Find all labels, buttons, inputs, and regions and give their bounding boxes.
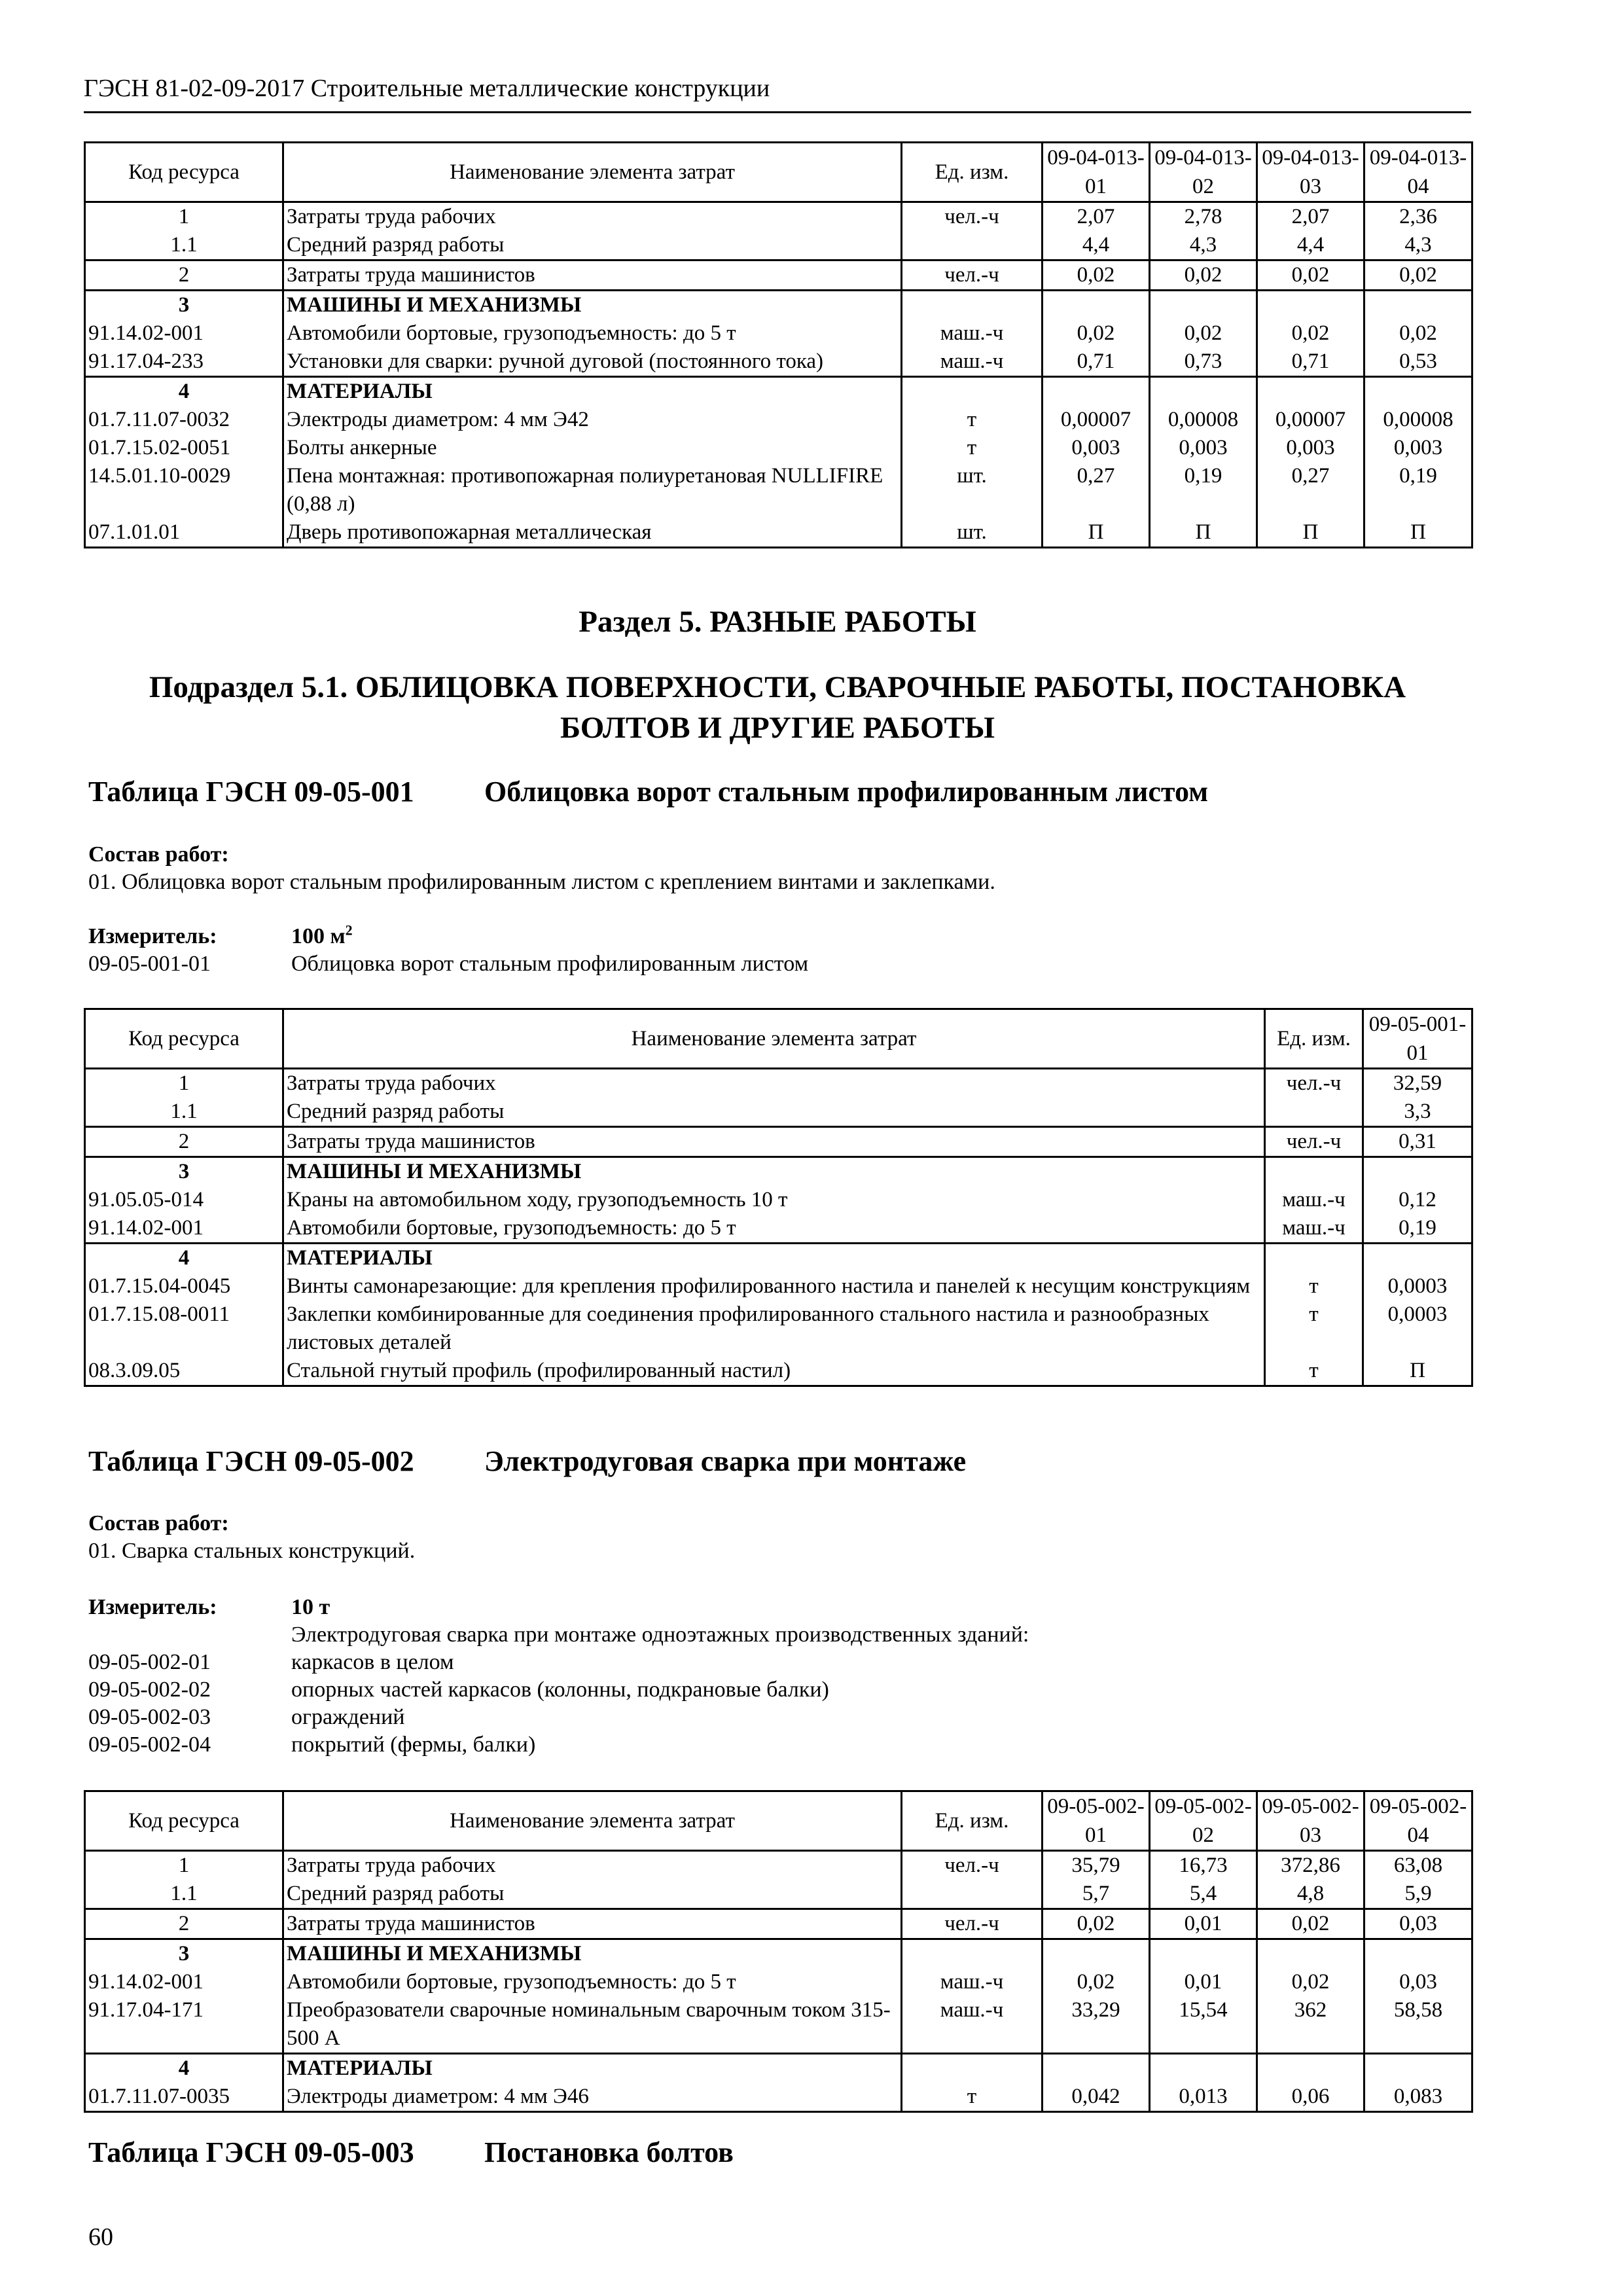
meter-label: Измеритель: — [88, 924, 217, 948]
norm-code: 09-05-002-02 — [88, 1677, 211, 1702]
table-row — [85, 1186, 1472, 1214]
page-number: 60 — [88, 2223, 113, 2251]
table-code: Таблица ГЭСН 09-05-001 — [88, 776, 414, 808]
resource-value: 0,53 — [1364, 348, 1472, 377]
resource-value: 0,03 — [1364, 1968, 1472, 1996]
resource-value: 0,02 — [1150, 319, 1257, 348]
table-row — [85, 1127, 1472, 1157]
resource-code: 2 — [85, 260, 283, 291]
resource-code: 01.7.15.02-0051 — [85, 434, 283, 462]
group-heading-row — [85, 1244, 1472, 1273]
table-title: Электродуговая сварка при монтаже — [484, 1445, 967, 1477]
col-header-code: Код ресурса — [85, 1009, 283, 1069]
composition-label: Состав работ: — [88, 842, 229, 867]
resource-value: 58,58 — [1364, 1996, 1472, 2054]
col-header-value: 09-04-013-01 — [1043, 143, 1150, 202]
group-heading: МАТЕРИАЛЫ — [283, 2054, 902, 2083]
table-heading — [88, 2135, 734, 2170]
resource-value: 3,3 — [1363, 1098, 1472, 1127]
resource-value: 0,003 — [1364, 434, 1472, 462]
resource-unit: т — [1265, 1272, 1363, 1300]
resource-value: 35,79 — [1043, 1851, 1150, 1880]
resource-unit — [902, 1880, 1043, 1909]
resource-unit: маш.-ч — [902, 319, 1043, 348]
resource-value: 0,00008 — [1364, 406, 1472, 434]
resource-unit: чел.-ч — [902, 1851, 1043, 1880]
resource-code: 01.7.11.07-0035 — [85, 2083, 283, 2112]
table-title: Постановка болтов — [484, 2136, 734, 2168]
resource-code: 91.17.04-171 — [85, 1996, 283, 2054]
resource-value: 0,02 — [1257, 1909, 1364, 1939]
resource-table-09-04-013 — [84, 141, 1473, 548]
resource-unit: маш.-ч — [1265, 1186, 1363, 1214]
resource-value: 0,73 — [1150, 348, 1257, 377]
resource-code: 3 — [85, 1157, 283, 1187]
resource-value: 0,042 — [1043, 2083, 1150, 2112]
group-heading-row — [85, 291, 1472, 320]
resource-value: 0,00007 — [1043, 406, 1150, 434]
norm-intro — [88, 1621, 1029, 1649]
resource-value: 0,003 — [1257, 434, 1364, 462]
table-row — [85, 1968, 1472, 1996]
meter-value: 100 м — [291, 924, 346, 948]
resource-value: 0,00007 — [1257, 406, 1364, 434]
col-header-unit: Ед. изм. — [1265, 1009, 1363, 1069]
resource-unit: маш.-ч — [902, 1968, 1043, 1996]
resource-code: 2 — [85, 1909, 283, 1939]
resource-code: 2 — [85, 1127, 283, 1157]
resource-value: 0,01 — [1150, 1909, 1257, 1939]
composition-label: Состав работ: — [88, 1511, 229, 1535]
norm-code: 09-05-002-04 — [88, 1732, 211, 1757]
group-heading-row — [85, 1157, 1472, 1187]
resource-value: 0,02 — [1043, 319, 1150, 348]
resource-value: 372,86 — [1257, 1851, 1364, 1880]
resource-name: Дверь противопожарная металлическая — [283, 518, 902, 548]
resource-value: 0,31 — [1363, 1127, 1472, 1157]
group-heading-row — [85, 377, 1472, 406]
resource-code: 14.5.01.10-0029 — [85, 462, 283, 518]
table-row — [85, 434, 1472, 462]
norm-code: 09-05-002-03 — [88, 1705, 211, 1729]
resource-name: Установки для сварки: ручной дуговой (постоянного тока) — [283, 348, 902, 377]
norm-description: опорных частей каркасов (колонны, подкрановые балки) — [291, 1677, 829, 1702]
meter-line — [88, 1594, 330, 1621]
resource-code: 08.3.09.05 — [85, 1357, 283, 1386]
col-header-value: 09-05-002-03 — [1257, 1791, 1364, 1851]
col-header-unit: Ед. изм. — [902, 1791, 1043, 1851]
resource-name: Средний разряд работы — [283, 1098, 1265, 1127]
resource-name: Краны на автомобильном ходу, грузоподъемность 10 т — [283, 1186, 1265, 1214]
table-row — [85, 1098, 1472, 1127]
norm-item — [88, 1676, 829, 1704]
resource-name: Затраты труда машинистов — [283, 1127, 1265, 1157]
resource-value: 0,02 — [1150, 260, 1257, 291]
resource-value: 0,003 — [1043, 434, 1150, 462]
resource-unit: т — [1265, 1357, 1363, 1386]
group-heading: МАТЕРИАЛЫ — [283, 1244, 1265, 1273]
resource-code: 4 — [85, 1244, 283, 1273]
resource-name: Средний разряд работы — [283, 1880, 902, 1909]
resource-value: 4,3 — [1364, 231, 1472, 260]
table-row — [85, 1880, 1472, 1909]
norm-item — [88, 1649, 454, 1676]
table-heading — [88, 1444, 966, 1479]
resource-value: 0,0003 — [1363, 1272, 1472, 1300]
meter-superscript: 2 — [345, 922, 353, 939]
norm-item — [88, 1704, 405, 1731]
table-code: Таблица ГЭСН 09-05-002 — [88, 1445, 414, 1477]
table-row — [85, 348, 1472, 377]
resource-code: 91.14.02-001 — [85, 1214, 283, 1244]
resource-name: Затраты труда рабочих — [283, 202, 902, 232]
resource-code: 3 — [85, 291, 283, 320]
norm-code: 09-05-002-01 — [88, 1650, 211, 1674]
resource-unit: чел.-ч — [902, 260, 1043, 291]
resource-code: 07.1.01.01 — [85, 518, 283, 548]
resource-value: 2,07 — [1043, 202, 1150, 232]
resource-value: 0,12 — [1363, 1186, 1472, 1214]
resource-unit: маш.-ч — [1265, 1214, 1363, 1244]
col-header-value: 09-04-013-02 — [1150, 143, 1257, 202]
resource-name: Болты анкерные — [283, 434, 902, 462]
resource-value: 15,54 — [1150, 1996, 1257, 2054]
table-row — [85, 406, 1472, 434]
resource-unit: т — [902, 434, 1043, 462]
resource-name: Автомобили бортовые, грузоподъемность: до 5 т — [283, 319, 902, 348]
col-header-unit: Ед. изм. — [902, 143, 1043, 202]
resource-name: Автомобили бортовые, грузоподъемность: до 5 т — [283, 1214, 1265, 1244]
norm-description: покрытий (фермы, балки) — [291, 1732, 536, 1757]
resource-value: 2,36 — [1364, 202, 1472, 232]
resource-unit: чел.-ч — [1265, 1127, 1363, 1157]
resource-code: 01.7.15.08-0011 — [85, 1300, 283, 1357]
table-row — [85, 1357, 1472, 1386]
subsection-title-line-2: БОЛТОВ И ДРУГИЕ РАБОТЫ — [560, 711, 995, 745]
table-row — [85, 1069, 1472, 1098]
resource-name: Затраты труда машинистов — [283, 1909, 902, 1939]
resource-value: П — [1363, 1357, 1472, 1386]
col-header-code: Код ресурса — [85, 1791, 283, 1851]
resource-table-09-05-002 — [84, 1790, 1473, 2113]
resource-code: 1 — [85, 1069, 283, 1098]
resource-code: 91.14.02-001 — [85, 319, 283, 348]
resource-name: Электроды диаметром: 4 мм Э46 — [283, 2083, 902, 2112]
table-row — [85, 1272, 1472, 1300]
resource-value: 0,02 — [1364, 260, 1472, 291]
resource-value: 0,02 — [1043, 1968, 1150, 1996]
resource-value: 0,02 — [1257, 319, 1364, 348]
resource-value: 5,7 — [1043, 1880, 1150, 1909]
resource-name: Электроды диаметром: 4 мм Э42 — [283, 406, 902, 434]
table-row — [85, 260, 1472, 291]
col-header-value: 09-05-001-01 — [1363, 1009, 1472, 1069]
table-code: Таблица ГЭСН 09-05-003 — [88, 2136, 414, 2168]
resource-value: 0,03 — [1364, 1909, 1472, 1939]
meter-line — [88, 923, 353, 950]
resource-value: 4,4 — [1043, 231, 1150, 260]
resource-code: 91.17.04-233 — [85, 348, 283, 377]
resource-code: 1 — [85, 1851, 283, 1880]
resource-value: П — [1257, 518, 1364, 548]
col-header-value: 09-05-002-01 — [1043, 1791, 1150, 1851]
resource-value: 0,02 — [1043, 260, 1150, 291]
col-header-value: 09-04-013-04 — [1364, 143, 1472, 202]
group-heading: МАШИНЫ И МЕХАНИЗМЫ — [283, 291, 902, 320]
resource-unit: чел.-ч — [902, 1909, 1043, 1939]
resource-code: 1.1 — [85, 1098, 283, 1127]
resource-name: Затраты труда рабочих — [283, 1069, 1265, 1098]
norm-description: Облицовка ворот стальным профилированным листом — [291, 952, 809, 976]
group-heading-row — [85, 1939, 1472, 1969]
resource-unit: шт. — [902, 462, 1043, 518]
resource-value: 2,78 — [1150, 202, 1257, 232]
resource-value: 0,003 — [1150, 434, 1257, 462]
resource-value: 0,02 — [1257, 260, 1364, 291]
resource-name: Преобразователи сварочные номинальным сварочным током 315-500 А — [283, 1996, 902, 2054]
meter-label: Измеритель: — [88, 1595, 217, 1619]
resource-code: 1.1 — [85, 1880, 283, 1909]
resource-code: 01.7.11.07-0032 — [85, 406, 283, 434]
group-heading: МАШИНЫ И МЕХАНИЗМЫ — [283, 1157, 1265, 1187]
resource-value: 5,4 — [1150, 1880, 1257, 1909]
section-title: Раздел 5. РАЗНЫЕ РАБОТЫ — [579, 605, 976, 639]
resource-value: 0,02 — [1257, 1968, 1364, 1996]
resource-value: 362 — [1257, 1996, 1364, 2054]
resource-value: П — [1043, 518, 1150, 548]
resource-unit: чел.-ч — [1265, 1069, 1363, 1098]
resource-unit — [1265, 1098, 1363, 1127]
resource-value: 0,0003 — [1363, 1300, 1472, 1357]
resource-unit: т — [902, 406, 1043, 434]
resource-table-09-05-001 — [84, 1008, 1473, 1387]
resource-value: 0,19 — [1363, 1214, 1472, 1244]
resource-unit: т — [1265, 1300, 1363, 1357]
table-row — [85, 1909, 1472, 1939]
table-row — [85, 518, 1472, 548]
resource-code: 4 — [85, 377, 283, 406]
table-header-row — [85, 143, 1472, 202]
resource-unit: чел.-ч — [902, 202, 1043, 232]
resource-value: 0,71 — [1043, 348, 1150, 377]
table-header-row — [85, 1791, 1472, 1851]
composition-text: 01. Облицовка ворот стальным профилированным листом с креплением винтами и заклепками. — [88, 870, 995, 894]
resource-unit: т — [902, 2083, 1043, 2112]
resource-value: 4,8 — [1257, 1880, 1364, 1909]
composition-text: 01. Сварка стальных конструкций. — [88, 1539, 416, 1563]
table-row — [85, 231, 1472, 260]
resource-value: 63,08 — [1364, 1851, 1472, 1880]
resource-code: 1.1 — [85, 231, 283, 260]
resource-code: 1 — [85, 202, 283, 232]
table-heading — [88, 774, 1208, 810]
table-row — [85, 1996, 1472, 2054]
resource-value: 0,01 — [1150, 1968, 1257, 1996]
col-header-code: Код ресурса — [85, 143, 283, 202]
table-header-row — [85, 1009, 1472, 1069]
table-row — [85, 319, 1472, 348]
group-heading: МАШИНЫ И МЕХАНИЗМЫ — [283, 1939, 902, 1969]
resource-value: 4,3 — [1150, 231, 1257, 260]
resource-value: 0,19 — [1364, 462, 1472, 518]
col-header-value: 09-04-013-03 — [1257, 143, 1364, 202]
resource-name: Затраты труда рабочих — [283, 1851, 902, 1880]
resource-value: П — [1364, 518, 1472, 548]
col-header-value: 09-05-002-04 — [1364, 1791, 1472, 1851]
resource-value: 0,71 — [1257, 348, 1364, 377]
norm-description: ограждений — [291, 1705, 405, 1729]
col-header-name: Наименование элемента затрат — [283, 1791, 902, 1851]
resource-name: Затраты труда машинистов — [283, 260, 902, 291]
resource-name: Стальной гнутый профиль (профилированный настил) — [283, 1357, 1265, 1386]
resource-unit — [902, 231, 1043, 260]
resource-value: 32,59 — [1363, 1069, 1472, 1098]
resource-code: 3 — [85, 1939, 283, 1969]
resource-name: Заклепки комбинированные для соединения профилированного стального настила и разнообразных листовых деталей — [283, 1300, 1265, 1357]
table-row — [85, 1300, 1472, 1357]
resource-name: Пена монтажная: противопожарная полиуретановая NULLIFIRE (0,88 л) — [283, 462, 902, 518]
resource-value: 0,02 — [1043, 1909, 1150, 1939]
table-row — [85, 2083, 1472, 2112]
resource-value: 0,27 — [1257, 462, 1364, 518]
resource-value: 0,27 — [1043, 462, 1150, 518]
col-header-name: Наименование элемента затрат — [283, 143, 902, 202]
running-header: ГЭСН 81-02-09-2017 Строительные металлические конструкции — [84, 73, 1471, 113]
resource-value: 0,013 — [1150, 2083, 1257, 2112]
table-title: Облицовка ворот стальным профилированным листом — [484, 776, 1209, 808]
resource-name: Винты самонарезающие: для крепления профилированного настила и панелей к несущим конструкциям — [283, 1272, 1265, 1300]
resource-unit: шт. — [902, 518, 1043, 548]
resource-unit: маш.-ч — [902, 1996, 1043, 2054]
resource-code: 4 — [85, 2054, 283, 2083]
group-heading: МАТЕРИАЛЫ — [283, 377, 902, 406]
resource-value: 33,29 — [1043, 1996, 1150, 2054]
col-header-name: Наименование элемента затрат — [283, 1009, 1265, 1069]
resource-value: П — [1150, 518, 1257, 548]
resource-value: 0,19 — [1150, 462, 1257, 518]
group-heading-row — [85, 2054, 1472, 2083]
norm-item — [88, 1731, 535, 1759]
norm-intro-text: Электродуговая сварка при монтаже одноэтажных производственных зданий: — [291, 1623, 1029, 1647]
resource-value: 0,00008 — [1150, 406, 1257, 434]
resource-name: Средний разряд работы — [283, 231, 902, 260]
resource-code: 91.05.05-014 — [85, 1186, 283, 1214]
subsection-title-line-1: Подраздел 5.1. ОБЛИЦОВКА ПОВЕРХНОСТИ, СВАРОЧНЫЕ РАБОТЫ, ПОСТАНОВКА — [149, 670, 1406, 704]
resource-value: 5,9 — [1364, 1880, 1472, 1909]
norm-description: каркасов в целом — [291, 1650, 454, 1674]
resource-value: 0,06 — [1257, 2083, 1364, 2112]
resource-unit: маш.-ч — [902, 348, 1043, 377]
resource-value: 2,07 — [1257, 202, 1364, 232]
resource-value: 16,73 — [1150, 1851, 1257, 1880]
table-row — [85, 1851, 1472, 1880]
table-row — [85, 462, 1472, 518]
resource-value: 0,083 — [1364, 2083, 1472, 2112]
table-row — [85, 202, 1472, 232]
resource-code: 91.14.02-001 — [85, 1968, 283, 1996]
meter-value: 10 т — [291, 1595, 330, 1619]
norm-code: 09-05-001-01 — [88, 952, 211, 976]
resource-value: 4,4 — [1257, 231, 1364, 260]
table-row — [85, 1214, 1472, 1244]
col-header-value: 09-05-002-02 — [1150, 1791, 1257, 1851]
resource-code: 01.7.15.04-0045 — [85, 1272, 283, 1300]
resource-value: 0,02 — [1364, 319, 1472, 348]
norm-item — [88, 950, 808, 978]
resource-name: Автомобили бортовые, грузоподъемность: до 5 т — [283, 1968, 902, 1996]
